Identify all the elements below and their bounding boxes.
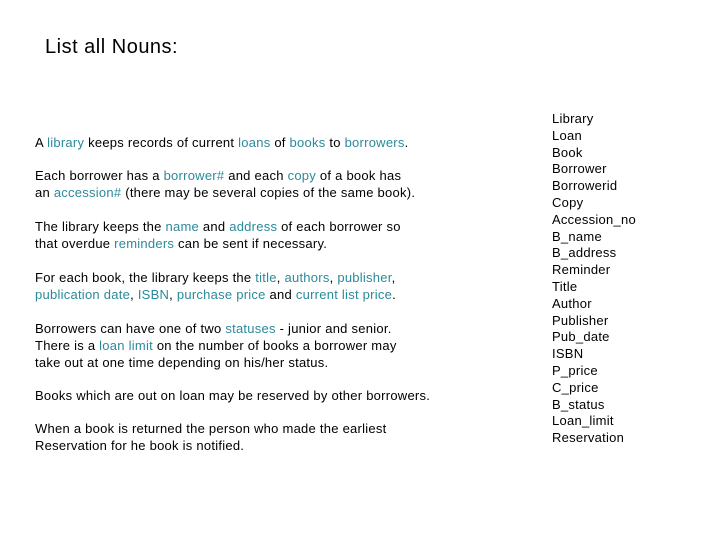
- paragraph-borrower-number: [35, 167, 505, 201]
- paragraph-text: ,: [169, 287, 177, 302]
- noun-list: [552, 111, 636, 447]
- paragraph-text: take out at one time depending on his/her status.: [35, 355, 329, 370]
- paragraph-text: - junior and senior.: [275, 321, 392, 336]
- highlighted-noun: publication date: [35, 287, 131, 302]
- paragraph-text: and: [265, 287, 296, 302]
- highlighted-noun: accession#: [53, 185, 122, 200]
- paragraph-text: of: [270, 135, 290, 150]
- paragraph-text: ,: [329, 270, 338, 285]
- paragraph-text: of each borrower so: [277, 219, 401, 234]
- slide-title: List all Nouns:: [45, 36, 179, 58]
- paragraph-text: ,: [276, 270, 285, 285]
- paragraph-name-address: [35, 218, 505, 252]
- noun-list-item: Publisher: [552, 312, 609, 328]
- highlighted-noun: loans: [238, 135, 271, 150]
- highlighted-noun: library: [47, 135, 85, 150]
- paragraph-text: (there may be several copies of the same book).: [121, 185, 416, 200]
- paragraph-text: For each book, the library keeps the: [35, 270, 256, 285]
- highlighted-noun: current list price: [295, 287, 393, 302]
- noun-list-item: ISBN: [552, 346, 584, 362]
- paragraph-text: Each borrower has a: [35, 168, 164, 183]
- paragraph-text: to: [325, 135, 345, 150]
- noun-list-item: Loan_limit: [552, 413, 614, 429]
- paragraph-text: Reservation for he book is notified.: [35, 438, 245, 453]
- paragraph-text: and: [199, 219, 230, 234]
- paragraph-text: Borrowers can have one of two: [35, 321, 226, 336]
- noun-list-item: C_price: [552, 379, 599, 395]
- noun-list-item: Reservation: [552, 430, 625, 446]
- paragraph-book-details: [35, 269, 505, 303]
- noun-list-item: Title: [552, 278, 578, 294]
- highlighted-noun: purchase price: [176, 287, 266, 302]
- paragraph-text: Books which are out on loan may be reserved by other borrowers.: [35, 388, 431, 403]
- noun-list-item: Copy: [552, 194, 584, 210]
- highlighted-noun: copy: [287, 168, 317, 183]
- noun-list-item: Borrowerid: [552, 178, 618, 194]
- noun-list-item: Library: [552, 111, 594, 126]
- highlighted-noun: borrower#: [163, 168, 225, 183]
- highlighted-noun: books: [289, 135, 326, 150]
- highlighted-noun: loan limit: [99, 338, 153, 353]
- paragraph-text: The library keeps the: [35, 219, 166, 234]
- highlighted-noun: reminders: [114, 236, 175, 251]
- highlighted-noun: authors: [284, 270, 330, 285]
- noun-list-item: Pub_date: [552, 329, 610, 345]
- paragraph-text: can be sent if necessary.: [174, 236, 328, 251]
- noun-list-item: B_address: [552, 245, 617, 261]
- noun-list-item: P_price: [552, 362, 598, 378]
- paragraph-library-records: [35, 134, 505, 151]
- noun-list-item: B_status: [552, 396, 605, 412]
- paragraph-text: .: [392, 287, 396, 302]
- highlighted-noun: publisher: [337, 270, 392, 285]
- noun-list-item: Book: [552, 144, 583, 160]
- noun-list-item: Accession_no: [552, 211, 636, 227]
- highlighted-noun: title: [255, 270, 277, 285]
- paragraph-text: When a book is returned the person who made the earliest: [35, 421, 387, 436]
- paragraph-text: There is a: [35, 338, 100, 353]
- paragraph-text: that overdue: [35, 236, 115, 251]
- noun-list-item: Loan: [552, 127, 582, 143]
- paragraph-text: .: [404, 135, 409, 150]
- noun-list-item: Borrower: [552, 161, 607, 177]
- paragraph-statuses: [35, 320, 505, 371]
- noun-list-item: Author: [552, 295, 592, 311]
- highlighted-noun: address: [229, 219, 278, 234]
- highlighted-noun: ISBN: [137, 287, 170, 302]
- highlighted-noun: name: [165, 219, 200, 234]
- highlighted-noun: borrowers: [344, 135, 405, 150]
- paragraph-text: of a book has: [316, 168, 402, 183]
- paragraph-text: an: [35, 185, 54, 200]
- paragraph-text: and each: [224, 168, 288, 183]
- paragraph-text: A: [35, 135, 48, 150]
- paragraph-text: on the number of books a borrower may: [152, 338, 397, 353]
- highlighted-noun: statuses: [225, 321, 276, 336]
- paragraph-text: ,: [391, 270, 396, 285]
- paragraph-reservations: [35, 387, 505, 404]
- noun-list-item: Reminder: [552, 262, 611, 278]
- paragraph-text: keeps records of current: [84, 135, 239, 150]
- paragraph-notification: [35, 420, 505, 454]
- paragraph-text: ,: [130, 287, 138, 302]
- noun-list-item: B_name: [552, 228, 602, 244]
